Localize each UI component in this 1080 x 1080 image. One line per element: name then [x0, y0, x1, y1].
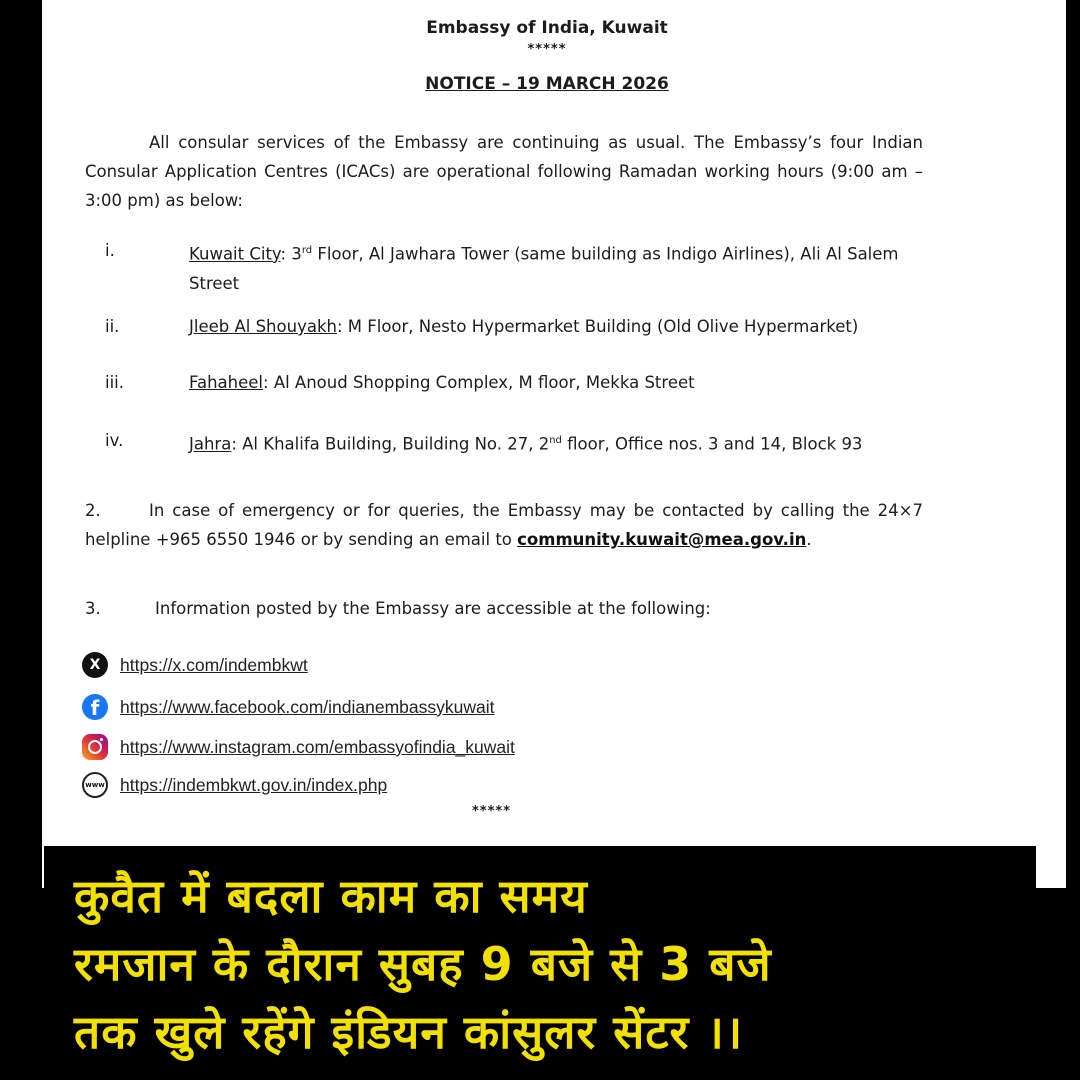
- globe-www-icon: www: [82, 772, 108, 798]
- address-part: : M Floor, Nesto Hypermarket Building (Old Olive Hypermarket): [336, 317, 859, 336]
- separator-stars: *****: [527, 42, 567, 57]
- instagram-link[interactable]: https://www.instagram.com/embassyofindia_kuwait: [120, 736, 515, 757]
- website-link-row[interactable]: [82, 770, 387, 800]
- list-item-number: iv.: [105, 431, 124, 450]
- address-part: : 3: [280, 244, 302, 264]
- website-link[interactable]: https://indembkwt.gov.in/index.php: [120, 774, 388, 795]
- instagram-icon: [82, 734, 108, 760]
- list-item-number: iii.: [105, 373, 124, 392]
- document-edge: [1052, 0, 1066, 888]
- facebook-icon: f: [82, 694, 108, 720]
- centre-name: Jahra: [189, 434, 232, 454]
- facebook-link-row[interactable]: [82, 692, 494, 722]
- list-item-text: [189, 368, 925, 397]
- centre-name: Kuwait City: [189, 244, 281, 264]
- list-item-number: i.: [105, 241, 115, 260]
- emergency-paragraph: [85, 496, 923, 554]
- list-item-text: [189, 312, 925, 341]
- ordinal-suffix: rd: [301, 245, 313, 256]
- caption-line: तक खुले रहेंगे इंडियन कांसुलर सेंटर ।।: [74, 1005, 744, 1059]
- address-part: floor, Office nos. 3 and 14, Block 93: [561, 434, 863, 454]
- notice-document: [42, 0, 1052, 888]
- embassy-heading: Embassy of India, Kuwait: [426, 18, 668, 38]
- ordinal-suffix: nd: [549, 435, 562, 446]
- x-icon: X: [82, 652, 108, 678]
- info-text: Information posted by the Embassy are accessible at the following:: [155, 599, 711, 618]
- hindi-caption-banner: [44, 846, 1036, 1080]
- notice-title: [42, 74, 1052, 94]
- notice-title-text: NOTICE – 19 MARCH 2026: [425, 74, 669, 94]
- intro-paragraph: All consular services of the Embassy are continuing as usual. The Embassy’s four Indian Consular Application Centres (ICACs) are operational following Ramadan working hours (9:00 am – 3:00 pm) as below:: [85, 133, 923, 210]
- address-part: : Al Khalifa Building, Building No. 27, 2: [231, 434, 550, 454]
- separator-stars: *****: [472, 804, 511, 819]
- paragraph-number: 2.: [85, 501, 101, 520]
- list-item-number: ii.: [105, 317, 120, 336]
- centre-name: Fahaheel: [189, 373, 264, 392]
- centre-name: Jleeb Al Shouyakh: [189, 317, 337, 336]
- email-link[interactable]: community.kuwait@mea.gov.in: [517, 530, 807, 549]
- x-link-row[interactable]: [82, 650, 308, 680]
- caption-line: कुवैत में बदला काम का समय: [74, 869, 588, 923]
- list-item-text: [189, 236, 925, 298]
- address-part: Floor, Al Jawhara Tower (same building as Indigo Airlines), Ali Al Salem Street: [189, 244, 899, 293]
- address-part: : Al Anoud Shopping Complex, M floor, Mekka Street: [263, 373, 695, 392]
- caption-line: रमजान के दौरान सुबह 9 बजे से 3 बजे: [74, 937, 772, 991]
- instagram-link-row[interactable]: [82, 732, 515, 762]
- list-item-text: [189, 426, 925, 459]
- emergency-text: In case of emergency or for queries, the Embassy may be contacted by calling the 24×7 helpline +965 6550 1946 or by sending an email to: [85, 501, 923, 549]
- x-link[interactable]: https://x.com/indembkwt: [120, 654, 308, 675]
- facebook-link[interactable]: https://www.facebook.com/indianembassykuwait: [120, 696, 495, 717]
- paragraph-number: 3.: [85, 599, 101, 618]
- period: .: [806, 530, 812, 549]
- info-paragraph: [85, 594, 923, 623]
